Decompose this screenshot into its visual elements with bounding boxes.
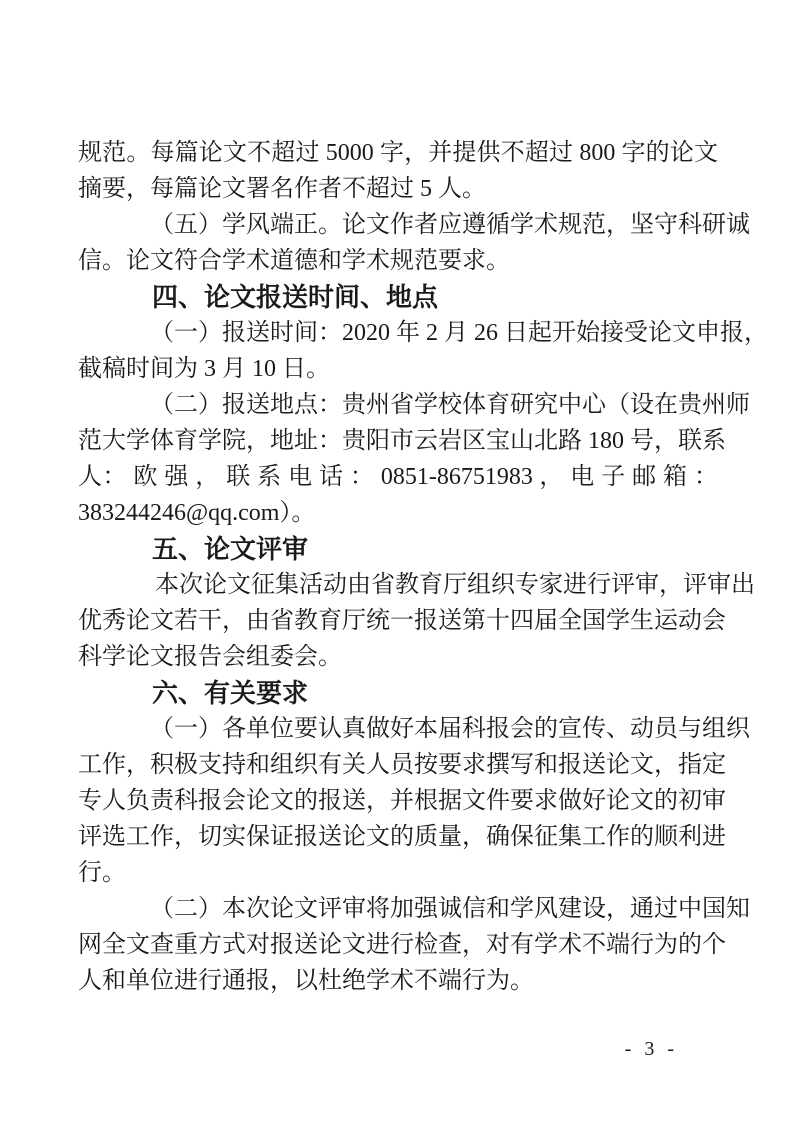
- doc-line: 科学论文报告会组委会。: [78, 644, 342, 670]
- section-heading-5: 五、论文评审: [152, 534, 309, 564]
- doc-line: 网全文查重方式对报送论文进行检查，对有学术不端行为的个: [78, 932, 726, 958]
- doc-line: 评选工作，切实保证报送论文的质量，确保征集工作的顺利进: [78, 824, 726, 850]
- doc-line: 规范。每篇论文不超过 5000 字，并提供不超过 800 字的论文: [78, 140, 718, 166]
- doc-line: 本次论文征集活动由省教育厅组织专家进行评审，评审出: [155, 572, 755, 598]
- doc-line: 范大学体育学院，地址：贵阳市云岩区宝山北路 180 号，联系: [78, 428, 726, 454]
- doc-line: 专人负责科报会论文的报送，并根据文件要求做好论文的初审: [78, 788, 726, 814]
- doc-line: （一）各单位要认真做好本届科报会的宣传、动员与组织: [150, 716, 750, 742]
- doc-line: 摘要，每篇论文署名作者不超过 5 人。: [78, 176, 486, 202]
- page-number: - 3 -: [624, 1038, 678, 1060]
- section-heading-4: 四、论文报送时间、地点: [152, 282, 439, 312]
- document-body: [78, 135, 768, 999]
- doc-line: 工作，积极支持和组织有关人员按要求撰写和报送论文，指定: [78, 752, 726, 778]
- section-heading-6: 六、有关要求: [152, 678, 309, 708]
- doc-line: （一）报送时间：2020 年 2 月 26 日起开始接受论文申报，: [150, 320, 768, 346]
- doc-line: 优秀论文若干，由省教育厅统一报送第十四届全国学生运动会: [78, 608, 726, 634]
- doc-line: （二）本次论文评审将加强诚信和学风建设，通过中国知: [150, 896, 750, 922]
- doc-line: （二）报送地点：贵州省学校体育研究中心（设在贵州师: [150, 392, 750, 418]
- doc-line: 信。论文符合学术道德和学术规范要求。: [78, 248, 510, 274]
- doc-line: 人和单位进行通报，以杜绝学术不端行为。: [78, 968, 534, 994]
- doc-line-contact: 人： 欧 强 ， 联 系 电 话 ： 0851-86751983 ， 电 子 邮 箱 ：: [78, 464, 718, 490]
- doc-line: （五）学风端正。论文作者应遵循学术规范，坚守科研诚: [150, 212, 750, 238]
- doc-line: 行。: [78, 860, 126, 886]
- doc-line: 截稿时间为 3 月 10 日。: [78, 356, 330, 382]
- doc-line-email: 383244246@qq.com）。: [78, 500, 316, 526]
